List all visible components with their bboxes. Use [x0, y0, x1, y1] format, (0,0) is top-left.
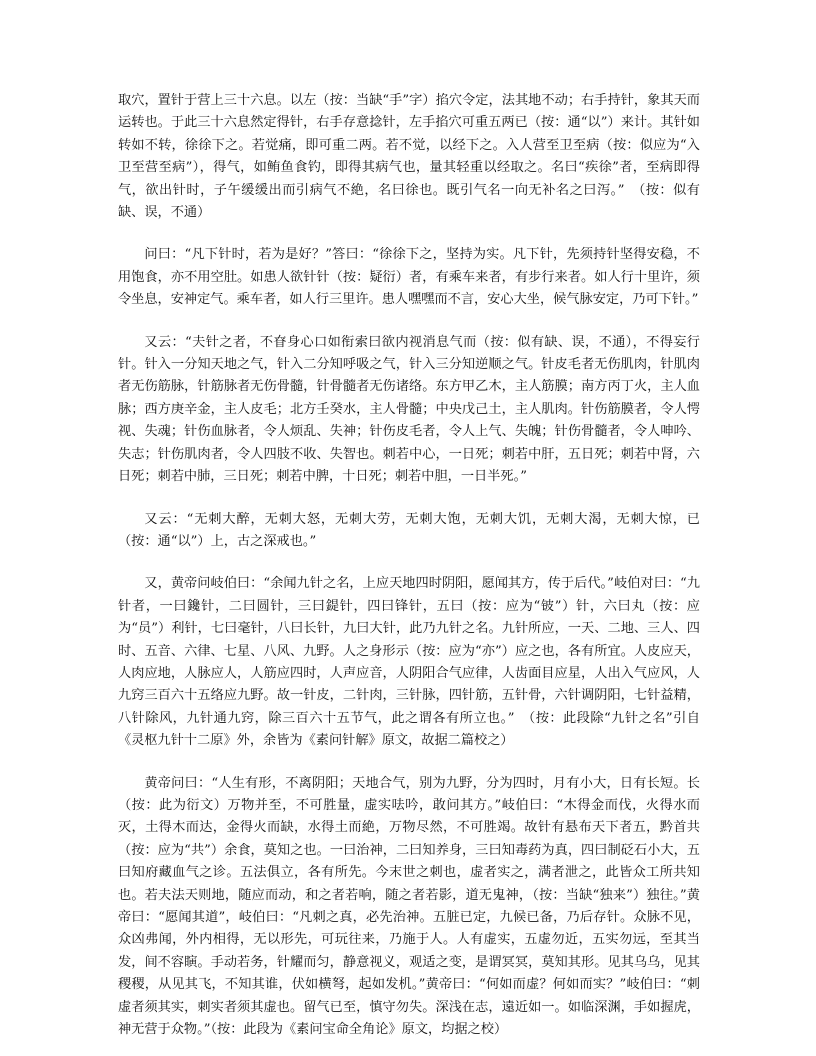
- paragraph-1: 取穴，置针于营上三十六息。以左（按：当缺“手”字）掐穴令定，法其地不动；右手持针，象其天而运转也。于此三十六息然定得针，右手存意捻针，左手掐穴可重五两已（按：通“以”）来计。其针如转如不转，徐徐下之。若觉痛，即可重二两。若不觉，以经下之。入人营至卫至病（按：似应为“入卫至营至病”），得气，如鲔鱼食钓，即得其病气也，量其轻重以经取之。名曰“疾徐”者，至病即得气，欲出针时，子午缓缓出而引病气不絶，名曰徐也。既引气名一向无补名之曰泻。” （按：似有缺、误，不通）: [118, 93, 700, 221]
- paragraph-5: 又，黄帝问岐伯曰：“余闻九针之名，上应天地四时阴阳，愿闻其方，传于后代。”岐伯对曰：“九针者，一曰鑱针，二曰圆针，三曰鍉针，四曰锋针，五曰（按：应为“铍”）针，六曰丸（按：应为“员”）利针，七曰毫针，八曰长针，九曰大针，此乃九针之名。九针所应，一天、二地、三人、四时、五音、六律、七星、八风、九野。人之身形示（按：应为“亦”）应之也，各有所宜。人皮应天，人肉应地，人脉应人，人筋应四时，人声应音，人阴阳合气应律，人齿面目应星，人出入气应风，人九窍三百六十五络应九野。故一针皮，二针肉，三针脉，四针筋，五针骨，六针调阴阳，七针益精，八针除风，九针通九窍，除三百六十五节气，此之谓各有所立也。” （按：此段除“九针之名”引自《灵枢九针十二原》外，余皆为《素问针解》原文，故据二篇校之）: [118, 576, 700, 749]
- paragraph-4: 又云：“无刺大醉，无刺大怒，无刺大劳，无刺大饱，无刺大饥，无刺大渴，无刺大惊，已（按：通“以”）上，古之深戒也。”: [118, 511, 700, 549]
- paragraph-2: 问曰：“凡下针时，若为是好？”答曰：“徐徐下之，坚持为实。凡下针，先须持针坚得安稳，不用饱食，亦不用空肚。如患人欲针针（按：疑衍）者，有乘车来者，有步行来者。如人行十里许，须令坐息，安神定气。乘车者，如人行三里许。患人嘿嘿而不言，安心大坐，候气脉安定，乃可下针。”: [118, 247, 700, 308]
- document-body: [118, 90, 700, 1041]
- paragraph-6: 黄帝问曰：“人生有形，不离阴阳；天地合气，别为九野，分为四时，月有小大，日有长短。长（按：此为衍文）万物并至，不可胜量，虚实呿吟，敢问其方。”岐伯曰：“木得金而伐，火得水而灭，土得木而达，金得火而缺，水得土而絶，万物尽然，不可胜竭。故针有悬布天下者五，黔首共（按：应为“共”）余食，莫知之也。一曰治神，二曰知养身，三曰知毒药为真，四曰制砭石小大，五曰知府藏血气之诊。五法俱立，各有所先。今末世之刺也，虚者实之，满者泄之，此皆众工所共知也。若夫法天则地，随应而动，和之者若响，随之者若影，道无鬼神，（按：当缺“独来”）独往。”黄帝曰：“愿闻其道”，岐伯曰：“凡刺之真，必先治神。五脏已定，九候已备，乃后存针。众脉不见，众凶弗闻，外内相得，无以形先，可玩往来，乃施于人。人有虚实，五虚勿近，五实勿远，至其当发，间不容瞚。手动若务，针耀而匀，静意视义，观适之变，是谓冥冥，莫知其形。见其乌乌，见其稷稷，从见其飞，不知其谁，伏如横弩，起如发机。”黄帝曰：“何如而虚？何如而实？”岐伯曰：“刺虚者须其实，刺实者须其虚也。留气已至，慎守勿失。深浅在志，遠近如一。如临深渊，手如握虎，神无营于众物。”（按：此段为《素问宝命全角论》原文，均据之校）: [118, 775, 700, 1038]
- paragraph-3: 又云：“夫针之者，不眘身心口如衔索曰欲内视消息气而（按：似有缺、误，不通），不得妄行针。针入一分知天地之气，针入二分知呼吸之气，针入三分知逆顺之气。针皮毛者无伤肌肉，针肌肉者无伤筋脉，针筋脉者无伤骨髓，针骨髓者无伤诸络。东方甲乙木，主人筋膜；南方丙丁火，主人血脉；西方庚辛金，主人皮毛；北方壬癸水，主人骨髓；中央戊己土，主人肌肉。针伤筋膜者，令人愕视、失魂；针伤血脉者，令人烦乱、失神；针伤皮毛者，令人上气、失魄；针伤骨髓者，令人呻吟、失志；针伤肌肉者，令人四肢不收、失智也。刺若中心，一日死；刺若中肝，五日死；刺若中肾，六日死；刺若中肺，三日死；刺若中脾，十日死；刺若中胆，一日半死。”: [118, 334, 700, 485]
